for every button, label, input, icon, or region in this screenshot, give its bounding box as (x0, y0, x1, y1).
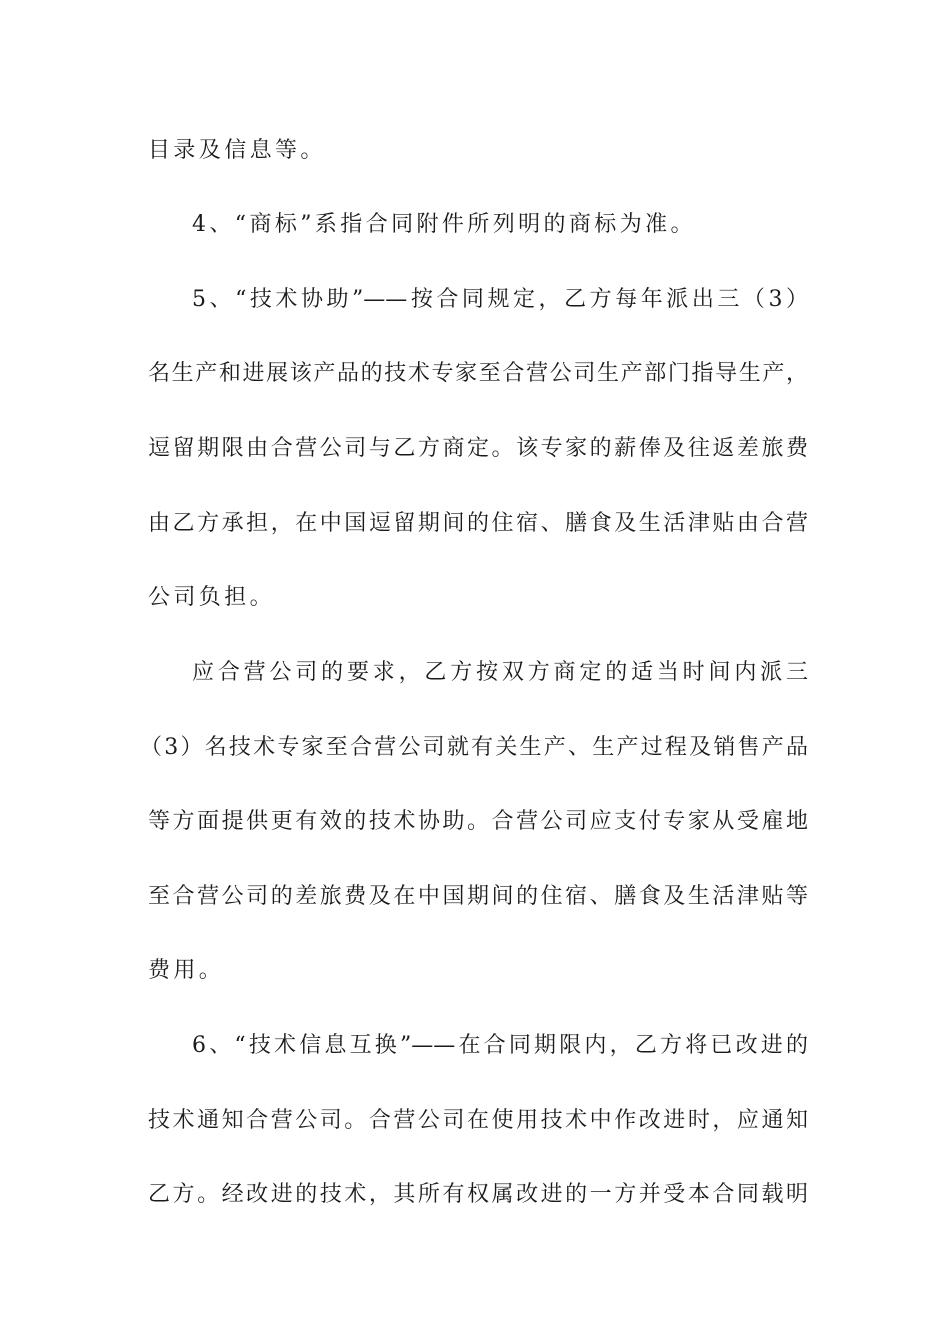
text-line-10: 等方面提供更有效的技术协助。合营公司应支付专家从受雇地 (148, 809, 808, 834)
text-line-7: 公司负担。 (148, 585, 276, 610)
text-line-5: 逗留期限由合营公司与乙方商定。该专家的薪俸及往返差旅费 (148, 436, 808, 461)
text-line-8: 应合营公司的要求，乙方按双方商定的适当时间内派三 (192, 660, 808, 685)
text-line-13: 6、“技术信息互换”——在合同期限内，乙方将已改进的 (192, 1033, 808, 1058)
text-line-6: 由乙方承担，在中国逗留期间的住宿、膳食及生活津贴由合营 (148, 511, 808, 536)
text-line-9: （3）名技术专家至合营公司就有关生产、生产过程及销售产品 (140, 735, 808, 760)
text-line-15: 乙方。经改进的技术，其所有权属改进的一方并受本合同载明 (148, 1182, 808, 1207)
text-line-1: 目录及信息等。 (148, 138, 326, 163)
text-line-12: 费用。 (148, 958, 225, 983)
text-line-14: 技术通知合营公司。合营公司在使用技术中作改进时，应通知 (148, 1108, 808, 1133)
text-line-11: 至合营公司的差旅费及在中国期间的住宿、膳食及生活津贴等 (148, 884, 808, 909)
text-line-2: 4、“商标”系指合同附件所列明的商标为准。 (192, 212, 696, 237)
text-line-3: 5、“技术协助”——按合同规定，乙方每年派出三（3） (192, 287, 808, 312)
text-line-4: 名生产和进展该产品的技术专家至合营公司生产部门指导生产， (148, 361, 808, 386)
